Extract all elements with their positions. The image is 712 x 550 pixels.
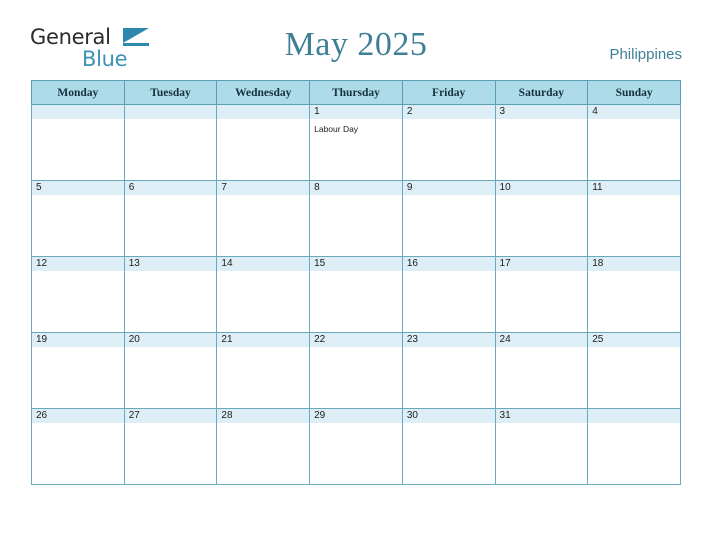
day-number: 12 bbox=[32, 257, 124, 271]
day-number: 9 bbox=[403, 181, 495, 195]
day-cell[interactable] bbox=[402, 257, 495, 333]
weekday-header-wednesday: Wednesday bbox=[217, 81, 310, 105]
day-number: 26 bbox=[32, 409, 124, 423]
day-number: 1 bbox=[310, 105, 402, 119]
day-number: 14 bbox=[217, 257, 309, 271]
day-number bbox=[32, 105, 124, 119]
day-cell[interactable] bbox=[217, 333, 310, 409]
day-number: 6 bbox=[125, 181, 217, 195]
calendar-week-row bbox=[32, 409, 681, 485]
day-event bbox=[403, 119, 495, 124]
day-event: Labour Day bbox=[314, 124, 359, 134]
day-cell[interactable] bbox=[217, 181, 310, 257]
day-number: 5 bbox=[32, 181, 124, 195]
weekday-header-saturday: Saturday bbox=[495, 81, 588, 105]
day-event bbox=[496, 195, 588, 200]
day-number: 8 bbox=[310, 181, 402, 195]
day-cell[interactable] bbox=[588, 257, 681, 333]
day-number bbox=[125, 105, 217, 119]
day-event bbox=[125, 271, 217, 276]
day-cell[interactable] bbox=[217, 257, 310, 333]
day-event bbox=[32, 119, 124, 124]
day-cell[interactable] bbox=[495, 409, 588, 485]
day-event bbox=[496, 271, 588, 276]
day-event bbox=[588, 271, 680, 276]
day-number: 15 bbox=[310, 257, 402, 271]
day-cell[interactable] bbox=[124, 333, 217, 409]
day-number: 17 bbox=[496, 257, 588, 271]
day-cell[interactable] bbox=[495, 333, 588, 409]
day-event bbox=[310, 347, 402, 352]
day-cell[interactable] bbox=[402, 105, 495, 181]
day-cell[interactable] bbox=[32, 105, 125, 181]
day-cell[interactable] bbox=[124, 105, 217, 181]
calendar-table bbox=[31, 80, 681, 485]
day-event bbox=[217, 423, 309, 428]
day-event bbox=[32, 195, 124, 200]
day-cell[interactable] bbox=[32, 333, 125, 409]
day-number: 28 bbox=[217, 409, 309, 423]
day-event bbox=[588, 423, 680, 428]
day-event bbox=[588, 347, 680, 352]
day-event bbox=[496, 119, 588, 124]
day-number bbox=[588, 409, 680, 423]
logo-text-general: General bbox=[30, 25, 111, 49]
day-number: 3 bbox=[496, 105, 588, 119]
day-cell[interactable] bbox=[32, 409, 125, 485]
day-cell[interactable] bbox=[310, 105, 403, 181]
day-event bbox=[217, 347, 309, 352]
day-event bbox=[217, 271, 309, 276]
day-event bbox=[217, 119, 309, 124]
day-event bbox=[588, 119, 680, 124]
day-number: 21 bbox=[217, 333, 309, 347]
day-event bbox=[125, 347, 217, 352]
logo-text-blue: Blue bbox=[82, 47, 128, 71]
day-cell[interactable] bbox=[588, 105, 681, 181]
weekday-header-monday: Monday bbox=[32, 81, 125, 105]
calendar-header-row bbox=[32, 81, 681, 105]
day-number: 31 bbox=[496, 409, 588, 423]
day-cell[interactable] bbox=[124, 409, 217, 485]
day-number: 7 bbox=[217, 181, 309, 195]
day-event bbox=[496, 347, 588, 352]
day-cell[interactable] bbox=[32, 257, 125, 333]
day-number: 18 bbox=[588, 257, 680, 271]
day-number: 13 bbox=[125, 257, 217, 271]
day-event bbox=[32, 423, 124, 428]
day-event bbox=[403, 347, 495, 352]
day-cell[interactable] bbox=[495, 105, 588, 181]
weekday-header-friday: Friday bbox=[402, 81, 495, 105]
day-event bbox=[217, 195, 309, 200]
day-number: 22 bbox=[310, 333, 402, 347]
day-cell[interactable] bbox=[588, 333, 681, 409]
day-cell[interactable] bbox=[310, 333, 403, 409]
day-number: 30 bbox=[403, 409, 495, 423]
day-event bbox=[403, 423, 495, 428]
day-cell[interactable] bbox=[217, 409, 310, 485]
day-cell[interactable] bbox=[402, 409, 495, 485]
weekday-header-tuesday: Tuesday bbox=[124, 81, 217, 105]
day-cell[interactable] bbox=[124, 181, 217, 257]
page-title: May 2025 bbox=[284, 26, 428, 63]
day-number: 23 bbox=[403, 333, 495, 347]
day-event bbox=[310, 423, 402, 428]
calendar-week-row bbox=[32, 257, 681, 333]
day-cell[interactable] bbox=[402, 181, 495, 257]
page-header bbox=[0, 0, 712, 78]
day-event bbox=[125, 195, 217, 200]
calendar-week-row bbox=[32, 105, 681, 181]
day-number: 20 bbox=[125, 333, 217, 347]
day-number: 16 bbox=[403, 257, 495, 271]
day-event bbox=[125, 423, 217, 428]
day-number: 2 bbox=[403, 105, 495, 119]
day-number: 25 bbox=[588, 333, 680, 347]
day-event bbox=[403, 195, 495, 200]
weekday-header-thursday: Thursday bbox=[310, 81, 403, 105]
day-cell[interactable] bbox=[495, 181, 588, 257]
day-number: 10 bbox=[496, 181, 588, 195]
day-number: 4 bbox=[588, 105, 680, 119]
day-event bbox=[588, 195, 680, 200]
day-event bbox=[32, 271, 124, 276]
day-number: 29 bbox=[310, 409, 402, 423]
day-event bbox=[310, 271, 402, 276]
day-cell[interactable] bbox=[588, 181, 681, 257]
day-cell[interactable] bbox=[402, 333, 495, 409]
day-number: 27 bbox=[125, 409, 217, 423]
day-cell[interactable] bbox=[310, 409, 403, 485]
day-number: 19 bbox=[32, 333, 124, 347]
day-cell[interactable] bbox=[588, 409, 681, 485]
calendar-week-row bbox=[32, 181, 681, 257]
day-number: 11 bbox=[588, 181, 680, 195]
day-cell[interactable] bbox=[124, 257, 217, 333]
calendar-week-row bbox=[32, 333, 681, 409]
day-number bbox=[217, 105, 309, 119]
day-cell[interactable] bbox=[217, 105, 310, 181]
day-cell[interactable] bbox=[310, 257, 403, 333]
day-cell[interactable] bbox=[32, 181, 125, 257]
day-event bbox=[496, 423, 588, 428]
day-event bbox=[310, 195, 402, 200]
country-label: Philippines bbox=[609, 46, 682, 63]
day-event bbox=[32, 347, 124, 352]
day-number: 24 bbox=[496, 333, 588, 347]
day-event bbox=[125, 119, 217, 124]
weekday-header-sunday: Sunday bbox=[588, 81, 681, 105]
day-cell[interactable] bbox=[310, 181, 403, 257]
day-cell[interactable] bbox=[495, 257, 588, 333]
day-event bbox=[403, 271, 495, 276]
